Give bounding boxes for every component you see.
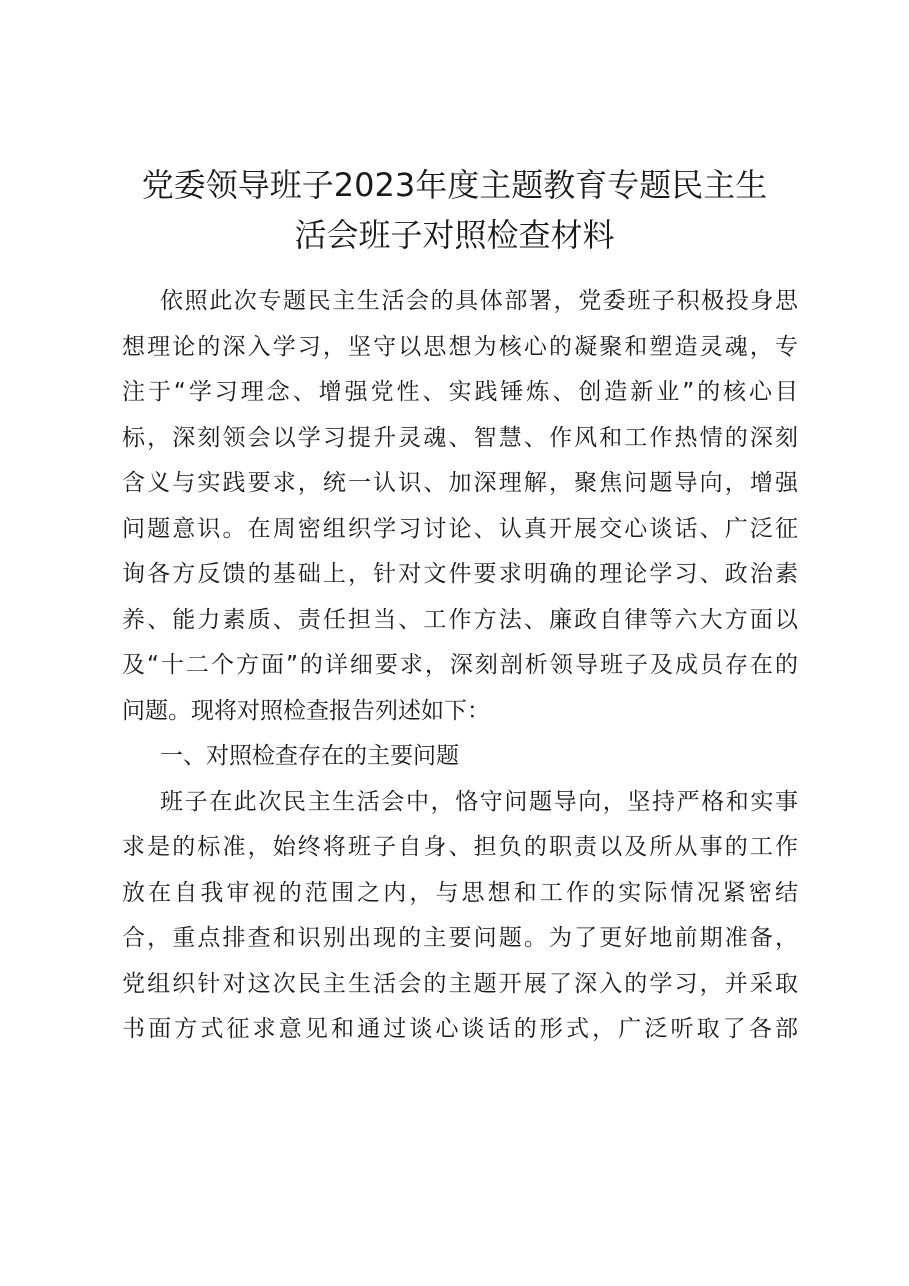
text-line: 求是的标准，始终将班子自身、担负的职责以及所从事的工作 [122,834,798,860]
paragraph-intro [122,279,798,734]
text-line: 询各方反馈的基础上，针对文件要求明确的理论学习、政治素 [122,561,798,587]
text-line: 依照此次专题民主生活会的具体部署，党委班子积极投身思 [160,288,798,314]
text-line: 及“十二个方面”的详细要求，深刻剖析领导班子及成员存在的 [122,652,798,678]
section-heading [122,734,798,780]
text-line: 问题意识。在周密组织学习讨论、认真开展交心谈话、广泛征 [122,515,798,542]
document-title [0,160,909,260]
text-line: 想理论的深入学习，坚守以思想为核心的凝聚和塑造灵魂，专 [122,333,798,360]
text-line: 问题。现将对照检查报告列述如下： [122,697,490,724]
text-line: 标，深刻领会以学习提升灵魂、智慧、作风和工作热情的深刻 [122,424,798,451]
text-line: 含义与实践要求，统一认识、加深理解，聚焦问题导向，增强 [122,470,798,496]
text-line: 注于“学习理念、增强党性、实践锤炼、创造新业”的核心目 [122,379,798,405]
section-heading-text: 一、对照检查存在的主要问题 [160,743,459,769]
document-body [122,279,798,1053]
paragraph-section-1 [122,780,798,1053]
text-line: 党组织针对这次民主生活会的主题开展了深入的学习，并采取 [122,970,798,997]
text-line: 养、能力素质、责任担当、工作方法、廉政自律等六大方面以 [122,606,798,633]
text-line: 放在自我审视的范围之内，与思想和工作的实际情况紧密结 [122,879,798,906]
text-line: 合，重点排查和识别出现的主要问题。为了更好地前期准备， [122,925,798,951]
title-line-1: 党委领导班子2023年度主题教育专题民主生 [141,166,768,204]
text-line: 书面方式征求意见和通过谈心谈话的形式，广泛听取了各部 [122,1016,798,1042]
text-line: 班子在此次民主生活会中，恪守问题导向，坚持严格和实事 [160,788,798,815]
title-line-2: 活会班子对照检查材料 [294,216,615,254]
